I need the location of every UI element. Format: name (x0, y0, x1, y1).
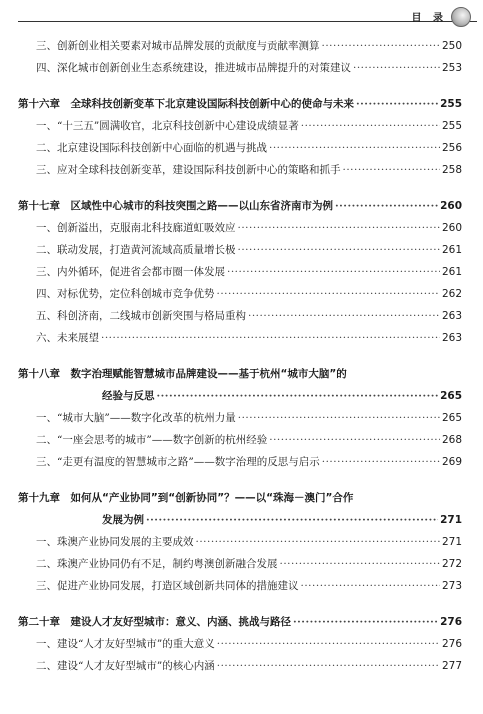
entry-title: 一、建设“人才友好型城市”的重大意义 (36, 638, 215, 650)
chapter-title: 第十六章 全球科技创新变革下北京建设国际科技创新中心的使命与未来 (18, 98, 354, 110)
entry-title: 一、珠澳产业协同发展的主要成效 (36, 536, 194, 548)
page-number: 268 (441, 434, 462, 446)
leader-dots (293, 616, 438, 628)
page-number: 276 (440, 616, 462, 628)
page-number: 262 (441, 288, 462, 300)
page-header (0, 0, 483, 30)
page-number: 265 (440, 390, 462, 402)
leader-dots (238, 244, 440, 256)
leader-dots (101, 332, 440, 344)
page-number: 260 (440, 200, 462, 212)
chapter-title-cont: 经验与反思 (102, 390, 155, 402)
entry-title: 一、“十三五”圆满收官，北京科技创新中心建设成绩显著 (36, 120, 299, 132)
toc-entry[interactable] (18, 432, 462, 454)
chapter-entry[interactable] (18, 490, 462, 512)
leader-dots (301, 120, 440, 132)
leader-dots (356, 98, 438, 110)
page-number: 255 (440, 98, 462, 110)
toc-entry[interactable] (18, 162, 462, 184)
page-number: 263 (441, 310, 462, 322)
page-number: 261 (441, 266, 462, 278)
leader-dots (196, 536, 440, 548)
chapter-title: 第十七章 区域性中心城市的科技突围之路——以山东省济南市为例 (18, 200, 333, 212)
page-number: 256 (441, 142, 462, 154)
toc-entry[interactable] (18, 308, 462, 330)
page-number: 255 (441, 120, 462, 132)
toc-entry[interactable] (18, 242, 462, 264)
toc-entry[interactable] (18, 410, 462, 432)
entry-title: 四、深化城市创新创业生态系统建设，推进城市品牌提升的对策建议 (36, 62, 351, 74)
toc-entry[interactable] (18, 454, 462, 476)
page-number: 271 (441, 536, 462, 548)
leader-dots (238, 222, 440, 234)
leader-dots (269, 434, 440, 446)
leader-dots (322, 40, 440, 52)
chapter-entry[interactable] (18, 614, 462, 636)
chapter-entry[interactable] (18, 366, 462, 388)
leader-dots (238, 412, 440, 424)
chapter-entry-continued[interactable] (18, 512, 462, 534)
toc-entry[interactable] (18, 38, 462, 60)
leader-dots (335, 200, 438, 212)
page-number: 276 (441, 638, 462, 650)
entry-title: 二、联动发展，打造黄河流域高质量增长极 (36, 244, 236, 256)
page-number: 272 (441, 558, 462, 570)
entry-title: 二、珠澳产业协同仍有不足，制约粤澳创新融合发展 (36, 558, 278, 570)
chapter-entry[interactable] (18, 96, 462, 118)
toc-entry[interactable] (18, 556, 462, 578)
toc-entry[interactable] (18, 578, 462, 600)
page-number: 261 (441, 244, 462, 256)
page-number: 271 (440, 514, 462, 526)
page-number: 250 (441, 40, 462, 52)
toc-entry[interactable] (18, 220, 462, 242)
chapter-entry-continued[interactable] (18, 388, 462, 410)
entry-title: 三、创新创业相关要素对城市品牌发展的贡献度与贡献率测算 (36, 40, 320, 52)
entry-title: 一、“城市大脑”——数字化改革的杭州力量 (36, 412, 236, 424)
leader-dots (248, 310, 440, 322)
toc-entry[interactable] (18, 140, 462, 162)
page-number: 265 (441, 412, 462, 424)
toc-entry[interactable] (18, 286, 462, 308)
leader-dots (343, 164, 440, 176)
table-of-contents (18, 38, 462, 680)
entry-title: 二、北京建设国际科技创新中心面临的机遇与挑战 (36, 142, 267, 154)
header-rule (18, 21, 477, 22)
entry-title: 五、科创济南，二线城市创新突围与格局重构 (36, 310, 246, 322)
leader-dots (227, 266, 440, 278)
entry-title: 一、创新溢出，克服南北科技廊道虹吸效应 (36, 222, 236, 234)
chapter-title-cont: 发展为例 (102, 514, 144, 526)
page-number: 258 (441, 164, 462, 176)
chapter-title: 第十八章 数字治理赋能智慧城市品牌建设——基于杭州“城市大脑”的 (18, 368, 347, 380)
entry-title: 四、对标优势，定位科创城市竞争优势 (36, 288, 215, 300)
chapter-title: 第二十章 建设人才友好型城市：意义、内涵、挑战与路径 (18, 616, 291, 628)
leader-dots (322, 456, 440, 468)
leader-dots (280, 558, 440, 570)
leader-dots (146, 514, 438, 526)
page-number: 269 (441, 456, 462, 468)
page-number: 260 (441, 222, 462, 234)
entry-title: 三、“走更有温度的智慧城市之路”——数字治理的反思与启示 (36, 456, 320, 468)
header-disc-icon (451, 7, 471, 27)
entry-title: 三、促进产业协同发展，打造区域创新共同体的措施建议 (36, 580, 299, 592)
leader-dots (217, 660, 440, 672)
leader-dots (269, 142, 440, 154)
page-number: 253 (441, 62, 462, 74)
leader-dots (217, 288, 440, 300)
entry-title: 三、应对全球科技创新变革，建设国际科技创新中心的策略和抓手 (36, 164, 341, 176)
toc-entry[interactable] (18, 658, 462, 680)
toc-entry[interactable] (18, 118, 462, 140)
page-number: 263 (441, 332, 462, 344)
entry-title: 二、建设“人才友好型城市”的核心内涵 (36, 660, 215, 672)
page-number: 277 (441, 660, 462, 672)
leader-dots (157, 390, 439, 402)
entry-title: 六、未来展望 (36, 332, 99, 344)
chapter-entry[interactable] (18, 198, 462, 220)
leader-dots (301, 580, 440, 592)
page-number: 273 (441, 580, 462, 592)
entry-title: 三、内外循环，促进省会都市圈一体发展 (36, 266, 225, 278)
toc-entry[interactable] (18, 60, 462, 82)
toc-entry[interactable] (18, 534, 462, 556)
toc-entry[interactable] (18, 330, 462, 352)
chapter-title: 第十九章 如何从“产业协同”到“创新协同”？——以“珠海－澳门”合作 (18, 492, 354, 504)
leader-dots (353, 62, 440, 74)
leader-dots (217, 638, 440, 650)
toc-entry[interactable] (18, 264, 462, 286)
header-label: 目 录 (411, 13, 447, 24)
toc-entry[interactable] (18, 636, 462, 658)
entry-title: 二、“一座会思考的城市”——数字创新的杭州经验 (36, 434, 268, 446)
